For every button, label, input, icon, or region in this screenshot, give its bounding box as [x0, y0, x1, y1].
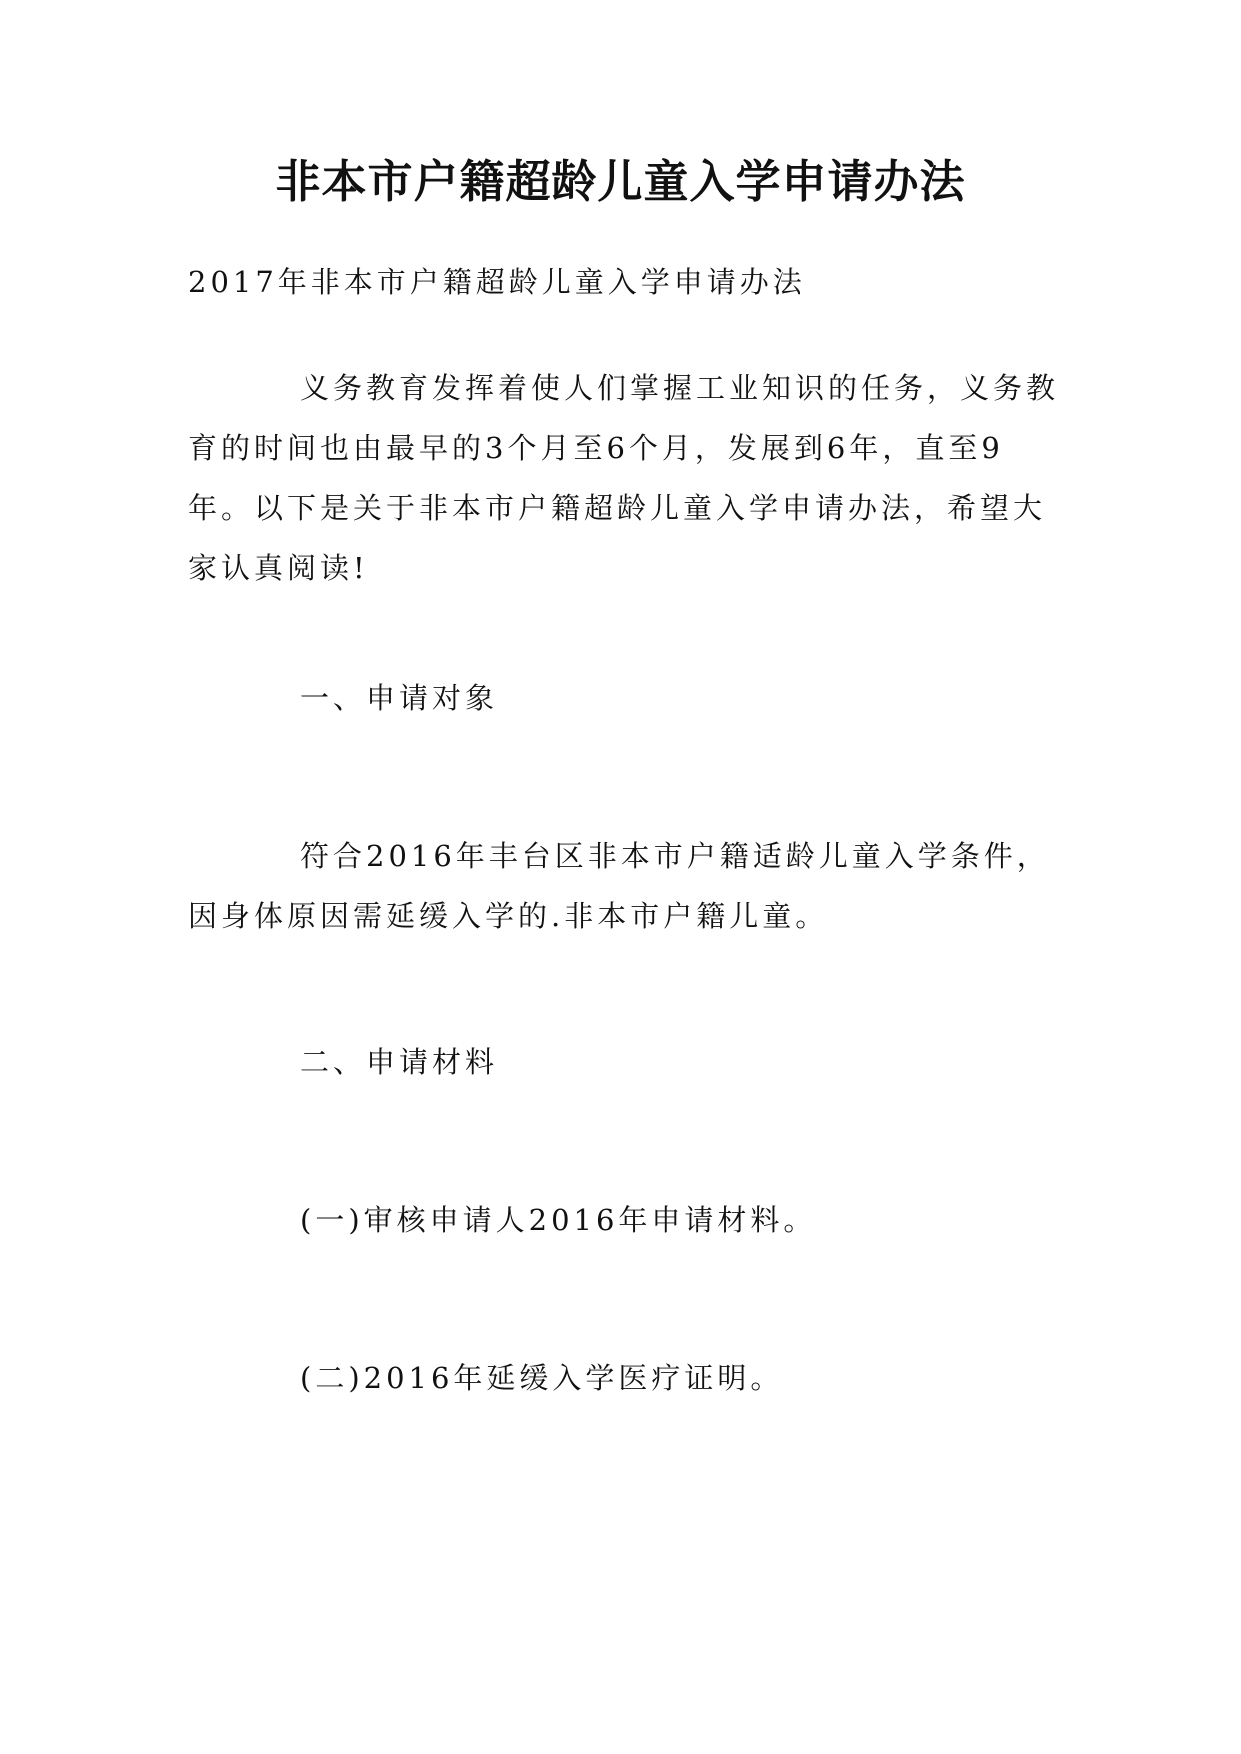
intro-paragraph [188, 358, 1060, 598]
section1-line: 因身体原因需延缓入学的.非本市户籍儿童。 [188, 899, 829, 933]
intro-line: 义务教育发挥着使人们掌握工业知识的任务，义务教 [300, 371, 1060, 405]
section1-line: 符合2016年丰台区非本市户籍适龄儿童入学条件， [300, 839, 1050, 873]
section2-item-2: (二)2016年延缓入学医疗证明。 [300, 1361, 784, 1395]
intro-line: 育的时间也由最早的3个月至6个月，发展到6年，直至9 [188, 431, 1004, 465]
section1-heading: 一、申请对象 [300, 681, 499, 715]
section2-heading: 二、申请材料 [300, 1045, 499, 1079]
section1-paragraph [188, 826, 1054, 946]
document-subtitle: 2017年非本市户籍超龄儿童入学申请办法 [188, 265, 806, 299]
document-title: 非本市户籍超龄儿童入学申请办法 [275, 155, 966, 208]
intro-line: 年。以下是关于非本市户籍超龄儿童入学申请办法，希望大 [188, 491, 1047, 525]
intro-line: 家认真阅读! [188, 551, 369, 585]
section2-item-1: (一)审核申请人2016年申请材料。 [300, 1203, 817, 1237]
